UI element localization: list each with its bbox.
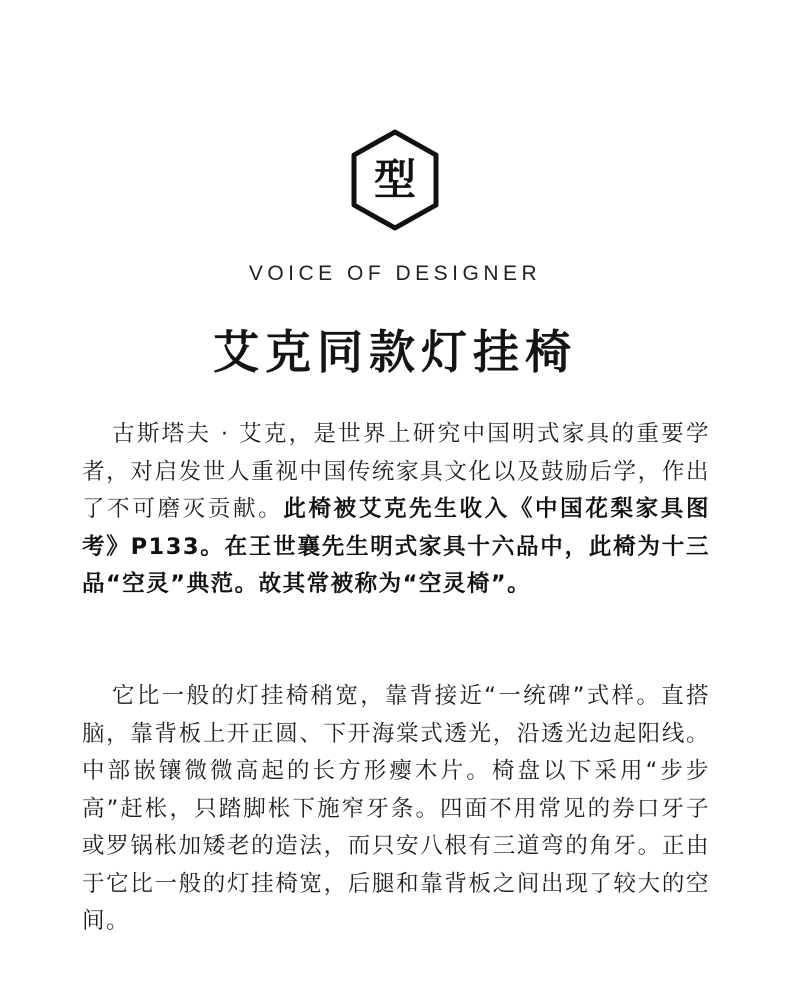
article-paragraph-1 <box>82 416 710 604</box>
paragraph-1-regular: 古斯塔夫 · 艾克，是世界上研究中国明式家具的重要学者，对启发世人重视中国传统家具文化以及鼓励后学，作出了不可磨灭贡献。 <box>82 421 710 522</box>
section-eyebrow: VOICE OF DESIGNER <box>248 262 542 285</box>
brand-logo <box>350 128 440 232</box>
page-title: 艾克同款灯挂椅 <box>213 325 577 379</box>
article-paragraph-2: 它比一般的灯挂椅稍宽，靠背接近“一统碑”式样。直搭脑，靠背板上开正圆、下开海棠式透光，沿透光边起阳线。中部嵌镶微微高起的长方形瘿木片。椅盘以下采用“步步高”赶枨，只踏脚枨下施窄牙条。四面不用常见的券口牙子或罗锅枨加矮老的造法，而只安八根有三道弯的角牙。正由于它比一般的灯挂椅宽，后腿和靠背板之间出现了较大的空间。 <box>82 683 710 934</box>
paragraph-1-strong: 此椅被艾克先生收入《中国花梨家具图考》P133。在王世襄先生明式家具十六品中，此椅为十三品“空灵”典范。故其常被称为“空灵椅”。 <box>82 496 710 597</box>
logo-character: 型 <box>373 155 416 204</box>
